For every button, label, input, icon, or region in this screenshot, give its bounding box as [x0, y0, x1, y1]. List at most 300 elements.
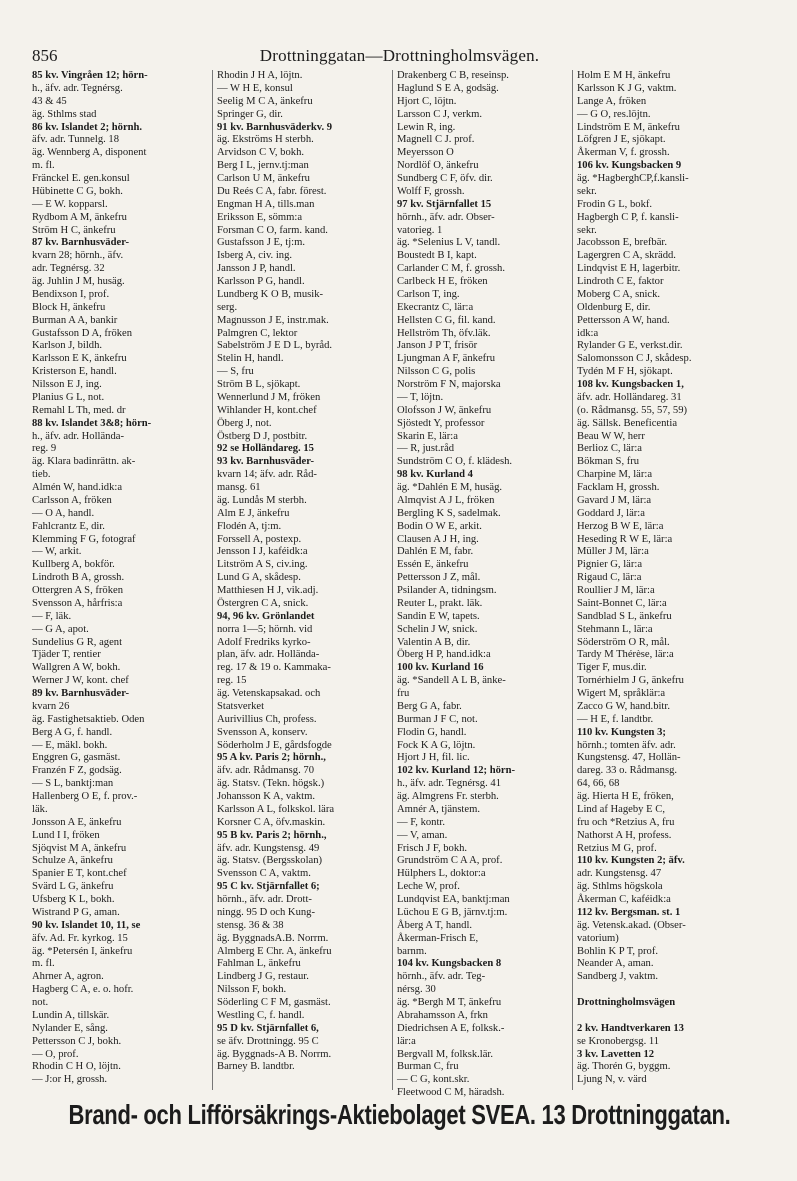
directory-entry-line: Söderström O R, mål.	[577, 636, 670, 648]
directory-entry-line: 100 kv. Kurland 16	[397, 662, 484, 674]
directory-entry-line: Lagergren C A, skrädd.	[577, 250, 676, 262]
directory-entry-line: Block H, änkefru	[32, 301, 106, 313]
directory-entry-line: äg. Lundås M sterbh.	[217, 494, 307, 506]
directory-entry-line: 3 kv. Lavetten 12	[577, 1048, 655, 1060]
directory-entry-line: adr. Tegnérsg. 32	[32, 263, 105, 275]
directory-entry-line: Rhodin C H O, löjtn.	[32, 1061, 121, 1073]
directory-entry-line: Wolff F, grossh.	[397, 185, 465, 197]
directory-entry-line: — C G, kont.skr.	[397, 1074, 470, 1086]
directory-entry-line: fru	[397, 688, 410, 699]
directory-entry-line: Fränckel E. gen.konsul	[32, 173, 130, 184]
directory-entry-line: 89 kv. Barnhusväder-	[32, 688, 130, 699]
directory-entry-line: Wennerlund J M, fröken	[217, 391, 321, 403]
directory-entry-line: Salomonsson C J, skådesp.	[577, 353, 692, 365]
directory-entry-line: Öberg J, not.	[217, 417, 272, 429]
directory-entry-line: h., äfv. adr. Tegnérsg. 41	[397, 778, 501, 790]
directory-entry-line: Moberg C A, snick.	[577, 288, 661, 300]
directory-entry-line: 88 kv. Islandet 3&8; hörn-	[32, 417, 152, 429]
directory-entry-line: äg. *Petersén I, änkefru	[32, 945, 133, 957]
directory-entry-line: Sandberg J, vaktm.	[577, 971, 659, 983]
directory-entry-line: Goddard J, lär:a	[577, 507, 645, 519]
directory-entry-line: Nilsson E J, ing.	[32, 379, 102, 390]
directory-entry-line: Almberg E Chr. A, änkefru	[217, 945, 332, 957]
directory-entry-line: — H E, f. landtbr.	[577, 713, 654, 725]
directory-entry-line: adr. Kungstensg. 47	[577, 868, 662, 880]
directory-entry-line: äg. Vetenskapsakad. och	[217, 688, 321, 699]
directory-entry-line: Åkerman V, f. grossh.	[577, 147, 670, 159]
directory-entry-line: 95 C kv. Stjärnfallet 6;	[217, 881, 320, 893]
directory-entry-line: Adolf Fredriks kyrko-	[217, 636, 311, 648]
directory-entry-line: Jansson J P, handl.	[217, 263, 296, 275]
directory-entry-line: Schelin J W, snick.	[397, 623, 478, 635]
directory-entry-line: Statsverket	[217, 700, 265, 712]
directory-entry-line: Sundelius G R, agent	[32, 636, 123, 648]
directory-entry-line: Tjäder T, rentier	[32, 649, 101, 661]
directory-entry-line: äg. Byggnads-A B. Norrm.	[217, 1048, 332, 1060]
directory-entry-line: — J:or H, grossh.	[32, 1074, 108, 1086]
directory-entry-line: Pettersson C J, bokh.	[32, 1035, 122, 1047]
directory-entry-line: Stehmann L, lär:a	[577, 623, 653, 635]
directory-entry-line: nérsg. 30	[397, 984, 436, 996]
directory-entry-line: Burman J F C, not.	[397, 713, 478, 725]
directory-entry-line: Valentin A B, dir.	[397, 636, 471, 648]
directory-entry-line: Ström B L, sjökapt.	[217, 379, 301, 390]
directory-entry-line: Sjöqvist M A, änkefru	[32, 842, 127, 854]
directory-entry-line: — G O, res.löjtn.	[577, 108, 651, 120]
directory-entry-line: Svensson C A, vaktm.	[217, 868, 311, 880]
directory-entry-line: Svensson A, konserv.	[217, 726, 308, 738]
directory-entry-line: Wistrand P G, aman.	[32, 906, 120, 918]
directory-entry-line: Ottergren A S, fröken	[32, 585, 124, 596]
directory-entry-line: m. fl.	[32, 958, 55, 970]
directory-entry-line: Carlson U M, änkefru	[217, 173, 310, 184]
directory-entry-line: — W, arkit.	[32, 546, 82, 558]
directory-entry-line: äg. *Bergh M T, änkefru	[397, 997, 502, 1008]
directory-entry-line: Lewin R, ing.	[397, 121, 456, 133]
directory-entry-line: Diedrichsen A E, folksk.-	[397, 1022, 505, 1034]
directory-entry-line: Litström A S, civ.ing.	[217, 559, 308, 571]
directory-entry-line: Grundström C A A, prof.	[397, 855, 503, 867]
directory-entry-line: hörnh.; tomten äfv. adr.	[577, 739, 676, 751]
directory-entry-line: hörnh., äfv. adr. Obser-	[397, 211, 495, 223]
directory-entry-line: Rylander G E, verkst.dir.	[577, 340, 683, 352]
directory-entry-line: Lindberg J G, restaur.	[217, 971, 309, 983]
directory-entry-line: ningg. 95 D och Kung-	[217, 906, 315, 918]
directory-entry-line: fru och *Retzius A, fru	[577, 816, 675, 828]
directory-columns	[32, 70, 767, 1099]
directory-entry-line: Psilander A, tidningsm.	[397, 585, 497, 596]
directory-entry-line: Lundberg K O B, musik-	[217, 288, 324, 300]
directory-entry-line: äg. Vetensk.akad. (Obser-	[577, 919, 686, 931]
directory-entry-line: m. fl.	[32, 160, 55, 172]
directory-entry-line: stensg. 36 & 38	[217, 919, 284, 931]
directory-entry-line: Matthiesen H J, vik.adj.	[217, 585, 319, 596]
directory-entry-line: Kullberg A, bokför.	[32, 559, 115, 571]
directory-entry-line: Carlander C M, f. grossh.	[397, 263, 505, 275]
directory-entry-line: Almén W, hand.idk:a	[32, 482, 123, 493]
directory-entry-line: reg. 9	[32, 443, 57, 455]
directory-entry-line: äg. ByggnadsA.B. Norrm.	[217, 932, 329, 944]
directory-entry-line: Karlson J, bildh.	[32, 340, 103, 352]
directory-entry-line: Seelig M C A, änkefru	[217, 95, 313, 107]
directory-entry-line: 110 kv. Kungsten 3;	[577, 726, 666, 738]
directory-entry-line: — S L, banktj:man	[32, 778, 114, 790]
directory-entry-line: 94, 96 kv. Grönlandet	[217, 610, 315, 622]
directory-entry-line: Lundin A, tillskär.	[32, 1009, 110, 1021]
directory-entry-line: Almqvist A J L, fröken	[397, 494, 495, 506]
directory-entry-line: tieb.	[32, 469, 51, 481]
directory-entry-line: Spanier E T, kont.chef	[32, 868, 127, 880]
directory-entry-line: — O A, handl.	[32, 507, 95, 519]
advertisement-footer: Brand- och Lifförsäkrings-Aktiebolaget SVEA. 13 Drottninggatan.	[68, 1099, 731, 1131]
directory-entry-line: Pettersson A W, hand.	[577, 314, 670, 326]
directory-entry-line: Westling C, f. handl.	[217, 1009, 305, 1021]
directory-entry-line: — R, just.råd	[397, 443, 455, 455]
directory-entry-line: — F, kontr.	[397, 816, 446, 828]
directory-entry-line: — S, fru	[217, 366, 254, 378]
directory-entry-line: Berg I L, jernv.tj:man	[217, 160, 309, 172]
directory-entry-line: h., äfv. adr. Hollända-	[32, 430, 124, 442]
directory-entry-line: Korsner C A, öfv.maskin.	[217, 816, 326, 828]
directory-column-4	[572, 70, 752, 1090]
directory-entry-line: äg. *HagberghCP,f.kansli-	[577, 173, 689, 184]
directory-entry-line: vatorieg. 1	[397, 224, 443, 236]
directory-entry-line: Klemming F G, fotograf	[32, 533, 136, 545]
directory-entry-line: kvarn 14; äfv. adr. Råd-	[217, 469, 317, 481]
directory-entry-line: lär:a	[397, 1035, 416, 1047]
directory-entry-line: 90 kv. Islandet 10, 11, se	[32, 919, 141, 931]
directory-entry-line: — G A, apot.	[32, 623, 89, 635]
directory-entry-line: 64, 66, 68	[577, 778, 620, 790]
directory-entry-line: h., äfv. adr. Tegnérsg.	[32, 82, 123, 94]
directory-entry-line: Sundberg C F, öfv. dir.	[397, 173, 493, 184]
directory-entry-line: Retzius M G, prof.	[577, 842, 657, 854]
directory-entry-line: Lindroth B A, grossh.	[32, 572, 125, 584]
directory-entry-line: äg. Wennberg A, disponent	[32, 147, 147, 159]
directory-entry-line: Werner J W, kont. chef	[32, 675, 129, 687]
directory-entry-line: — W H E, konsul	[217, 82, 293, 94]
directory-entry-line: Karlsson P G, handl.	[217, 276, 305, 287]
directory-entry-line: Carlson T, ing.	[397, 288, 460, 300]
directory-entry-line: Fahlcrantz E, dir.	[32, 520, 105, 532]
directory-entry-line: Barney B. landtbr.	[217, 1061, 295, 1073]
directory-entry-line: 86 kv. Islandet 2; hörnh.	[32, 121, 143, 133]
directory-entry-line: Arvidson C V, bokh.	[217, 147, 305, 159]
directory-entry-line: — T, löjtn.	[397, 391, 444, 403]
directory-entry-line: Ekecrantz C, lär:a	[397, 301, 474, 313]
directory-entry-line: Stelin H, handl.	[217, 353, 284, 365]
directory-entry-line: Essén E, änkefru	[397, 559, 469, 571]
directory-entry-line: Gustafsson D A, fröken	[32, 327, 133, 339]
directory-entry-line: Saint-Bonnet C, lär:a	[577, 597, 667, 609]
directory-entry-line: 102 kv. Kurland 12; hörn-	[397, 765, 516, 777]
directory-entry-line: Abrahamsson A, frkn	[397, 1009, 488, 1021]
directory-entry-line: Löfgren J E, sjökapt.	[577, 134, 666, 146]
directory-entry-line: Gavard J M, lär:a	[577, 494, 652, 506]
directory-entry-line: Rhodin J H A, löjtn.	[217, 70, 303, 81]
directory-entry-line: Lund G A, skådesp.	[217, 572, 301, 584]
directory-entry-line: Olofsson J W, änkefru	[397, 404, 492, 416]
directory-entry-line: Palmgren C, lektor	[217, 327, 298, 339]
directory-entry-line: 108 kv. Kungsbacken 1,	[577, 379, 684, 390]
directory-entry-line: äg. Hierta H E, fröken,	[577, 791, 674, 802]
directory-entry-line: 110 kv. Kungsten 2; äfv.	[577, 855, 685, 867]
directory-entry-line: vatorium)	[577, 932, 619, 944]
directory-entry-line: äg. Almgrens Fr. sterbh.	[397, 791, 499, 802]
directory-entry-line: Karlsson A L, folkskol. lära	[217, 803, 335, 815]
directory-entry-line: 95 B kv. Paris 2; hörnh.,	[217, 829, 327, 841]
directory-entry-line: Karlsson E K, änkefru	[32, 353, 127, 365]
directory-entry-line: Planius G L, not.	[32, 391, 105, 403]
directory-entry-line: 106 kv. Kungsbacken 9	[577, 160, 682, 172]
directory-entry-line: Müller J M, lär:a	[577, 546, 649, 558]
directory-entry-line: 97 kv. Stjärnfallet 15	[397, 198, 492, 210]
directory-entry-line: hörnh., äfv. adr. Drott-	[217, 894, 312, 905]
directory-entry-line: Svensson A, hårfris:a	[32, 597, 123, 609]
directory-entry-line: Åkerman C, kaféidk:a	[577, 894, 671, 905]
directory-entry-line: Hallenberg O E, f. prov.-	[32, 791, 138, 802]
directory-entry-line: Eriksson E, sömm:a	[217, 211, 303, 223]
directory-entry-line: 95 D kv. Stjärnfallet 6,	[217, 1022, 319, 1034]
directory-entry-line: Lundqvist EA, banktj:man	[397, 894, 510, 905]
directory-entry-line: äg. Klara badinrättn. ak-	[32, 456, 136, 468]
directory-entry-line: Nordlöf O, änkefru	[397, 160, 479, 172]
directory-entry-line: Söderling C F M, gasmäst.	[217, 997, 331, 1008]
directory-entry-line: 2 kv. Handtverkaren 13	[577, 1022, 684, 1034]
directory-entry-line: hörnh., äfv. adr. Teg-	[397, 971, 486, 983]
directory-entry-line: Heseding R W E, lär:a	[577, 533, 673, 545]
directory-entry-line: serg.	[217, 301, 238, 313]
directory-entry-line: Schulze A, änkefru	[32, 855, 113, 867]
directory-entry-line: Sjöstedt Y, professor	[397, 417, 485, 429]
directory-entry-line: Facklam H, grossh.	[577, 482, 660, 493]
directory-entry-line: äg. Thorén G, byggm.	[577, 1061, 671, 1073]
directory-entry-line: Ufsberg K L, bokh.	[32, 894, 115, 905]
directory-entry-line: äg. Sthlms högskola	[577, 881, 663, 893]
directory-entry-line: dareg. 33 o. Rådmansg.	[577, 765, 678, 777]
directory-entry-line: Söderholm J E, gårdsfogde	[217, 739, 332, 751]
directory-entry-line: Engman H A, tills.man	[217, 198, 315, 210]
directory-entry-line: 92 se Holländareg. 15	[217, 443, 314, 455]
directory-entry-line: Bendixson I, prof.	[32, 288, 110, 300]
directory-entry-line: Tiger F, mus.dir.	[577, 662, 647, 674]
directory-entry-line: — V, aman.	[397, 829, 448, 841]
directory-entry-line: Lind af Hageby E C,	[577, 803, 665, 815]
directory-entry-line: Hübinette C G, bokh.	[32, 185, 123, 197]
directory-entry-line: Magnusson J E, instr.mak.	[217, 314, 329, 326]
directory-entry-line: Enggren G, gasmäst.	[32, 752, 121, 764]
directory-entry-line: Lindqvist E H, lagerbitr.	[577, 263, 681, 275]
directory-entry-line: äfv. Ad. Fr. kyrkog. 15	[32, 932, 128, 944]
directory-entry-line: — F, läk.	[32, 610, 72, 622]
directory-entry-line: kvarn 26	[32, 700, 70, 712]
directory-entry-line: Frodin G L, bokf.	[577, 198, 653, 210]
directory-entry-line: läk.	[32, 803, 48, 815]
directory-entry-line: Ljung N, v. värd	[577, 1074, 647, 1086]
directory-entry-line: Meyersson O	[397, 147, 454, 159]
directory-entry-line: kvarn 28; hörnh., äfv.	[32, 250, 124, 262]
directory-entry-line: Fock K A G, löjtn.	[397, 739, 476, 751]
directory-entry-line: Jonsson A E, änkefru	[32, 816, 122, 828]
directory-entry-line: äg. *Sandell A L B, änke-	[397, 675, 506, 687]
directory-entry-line: Frisch J F, bokh.	[397, 842, 468, 854]
directory-entry-line: Rydbom A M, änkefru	[32, 211, 127, 223]
directory-entry-line: reg. 15	[217, 675, 247, 687]
directory-entry-line: Bergling K S, sadelmak.	[397, 507, 501, 519]
directory-entry-line: Burman C, fru	[397, 1061, 459, 1073]
directory-entry-line: Johansson K A, vaktm.	[217, 791, 315, 802]
directory-entry-line: Haglund S E A, godsäg.	[397, 82, 499, 94]
directory-entry-line: Herzog B W E, lär:a	[577, 520, 664, 532]
directory-entry-line: äg. Sällsk. Beneficentia	[577, 417, 678, 429]
directory-entry-line: Larsson C J, verkm.	[397, 108, 483, 120]
page-header	[32, 42, 767, 66]
directory-entry-line: Hjort C, löjtn.	[397, 95, 457, 107]
directory-entry-line: Tardy M Thérèse, lär:a	[577, 649, 674, 661]
directory-entry-line: idk:a	[577, 327, 599, 339]
directory-entry-line: plan, äfv. adr. Hollända-	[217, 649, 320, 661]
directory-entry-line: se Kronobergsg. 11	[577, 1035, 660, 1047]
directory-entry-line: sekr.	[577, 185, 597, 197]
directory-entry-line: Amnér A, tjänstem.	[397, 803, 480, 815]
directory-entry-line: — O, prof.	[32, 1048, 79, 1060]
directory-entry-line: Jacobsson E, brefbär.	[577, 237, 668, 249]
directory-column-2	[212, 70, 387, 1090]
directory-entry-line: Forssell A, postexp.	[217, 533, 302, 545]
directory-entry-line: Sandin E W, tapets.	[397, 610, 480, 622]
directory-entry-line: äg. *Dahlén E M, husäg.	[397, 482, 503, 493]
directory-entry-line: Zacco G W, hand.bitr.	[577, 700, 670, 712]
directory-entry-line: Hjort J H, fil. lic.	[397, 752, 470, 764]
directory-entry-line	[577, 1010, 752, 1023]
directory-entry-line: 93 kv. Barnhusväder-	[217, 456, 315, 468]
directory-entry-line: Berlioz C, lär:a	[577, 443, 643, 455]
directory-entry-line: Jensson I J, kaféidk:a	[217, 546, 308, 558]
directory-entry-line: Östergren C A, snick.	[217, 597, 309, 609]
directory-entry-line: Nilsson C G, polis	[397, 366, 476, 378]
directory-entry-line: Bodin O W E, arkit.	[397, 520, 482, 532]
directory-entry-line: Carlbeck H E, fröken	[397, 276, 488, 287]
directory-entry-line: Östberg D J, postbitr.	[217, 430, 308, 442]
directory-entry-line: Norström F N, majorska	[397, 379, 501, 390]
directory-column-1	[32, 70, 207, 1090]
directory-entry-line: Dahlén E M, fabr.	[397, 546, 474, 558]
directory-entry-line: Wigert M, språklär:a	[577, 688, 666, 699]
directory-entry-line: Bergvall M, folksk.lär.	[397, 1048, 494, 1060]
directory-entry-line: Åberg A T, handl.	[397, 919, 473, 931]
directory-entry-line: Hellström Th, öfv.läk.	[397, 327, 491, 339]
directory-entry-line: Tydén M F H, sjökapt.	[577, 366, 673, 378]
directory-entry-line: Neander A, aman.	[577, 958, 654, 970]
directory-entry-line: äfv. adr. Kungstensg. 49	[217, 842, 320, 854]
directory-entry-line: Ahrner A, agron.	[32, 971, 104, 983]
directory-entry-line: Hellsten C G, fil. kand.	[397, 314, 496, 326]
directory-entry-line: Flodén A, tj:m.	[217, 520, 282, 532]
directory-entry-line: 95 A kv. Paris 2; hörnh.,	[217, 752, 326, 764]
directory-entry-line: Nilsson F, bokh.	[217, 984, 287, 996]
directory-entry-line: 91 kv. Barnhusväderkv. 9	[217, 121, 333, 133]
directory-entry-line: 87 kv. Barnhusväder-	[32, 237, 130, 249]
directory-entry-line: Remahl L Th, med. dr	[32, 404, 126, 416]
directory-entry-line: Janson J P T, frisör	[397, 340, 478, 352]
directory-entry-line: Holm E M H, änkefru	[577, 70, 671, 81]
directory-entry-line: Clausen A J H, ing.	[397, 533, 479, 545]
directory-entry-line: Forsman C O, farm. kand.	[217, 224, 328, 236]
directory-entry-line: norra 1—5; hörnh. vid	[217, 623, 313, 635]
directory-entry-line: Leche W, prof.	[397, 881, 460, 893]
directory-entry-line: 98 kv. Kurland 4	[397, 469, 473, 481]
directory-entry-line: Drakenberg C B, reseinsp.	[397, 70, 509, 81]
directory-entry-line: — E, mäkl. bokh.	[32, 739, 108, 751]
directory-entry-line: sekr.	[577, 224, 597, 236]
directory-entry-line: Sandblad S L, änkefru	[577, 610, 672, 622]
directory-entry-line: äfv. adr. Holländareg. 31	[577, 391, 682, 403]
directory-entry-line: Aurivillius Ch, profess.	[217, 713, 317, 725]
directory-entry-line: Berg G A, fabr.	[397, 700, 462, 712]
directory-entry-line: Flodin G, handl.	[397, 726, 467, 738]
directory-entry-line: Du Reés C A, fabr. förest.	[217, 185, 327, 197]
directory-entry-line: äfv. adr. Tunnelg. 18	[32, 134, 120, 146]
directory-entry-line: Ljungman A F, änkefru	[397, 353, 496, 365]
directory-entry-line: Lund I I, fröken	[32, 829, 100, 841]
directory-entry-line: Åkerman-Frisch E,	[397, 932, 479, 944]
directory-entry-line: Sabelström J E D L, byråd.	[217, 340, 333, 352]
directory-entry-line: äfv. adr. Rådmansg. 70	[217, 765, 314, 777]
directory-entry-line: äg. Fastighetsaktieb. Oden	[32, 713, 145, 725]
directory-entry-line: Hülphers L, doktor:a	[397, 868, 486, 880]
directory-entry-line: Franzén F Z, godsäg.	[32, 765, 122, 777]
directory-entry-line: Hagberg C A, e. o. hofr.	[32, 984, 134, 996]
directory-entry-line: Carlsson A, fröken	[32, 494, 112, 506]
directory-entry-line: äg. Juhlin J M, husäg.	[32, 276, 125, 287]
directory-entry-line: Burman A A, bankir	[32, 314, 118, 326]
directory-entry-line	[577, 984, 752, 997]
directory-entry-line: 104 kv. Kungsbacken 8	[397, 958, 502, 970]
directory-entry-line: Nylander E, sång.	[32, 1022, 108, 1034]
directory-entry-line: Lindström E M, änkefru	[577, 121, 680, 133]
directory-entry-line: 85 kv. Vingråen 12; hörn-	[32, 70, 148, 81]
directory-entry-line: Springer G, dir.	[217, 108, 283, 120]
directory-entry-line: — E W. kopparsl.	[32, 198, 108, 210]
directory-entry-line: Berg A G, f. handl.	[32, 726, 113, 738]
directory-entry-line: Kungstensg. 47, Hollän-	[577, 752, 681, 764]
directory-entry-line: Skarin E, lär:a	[397, 430, 458, 442]
directory-entry-line: Lindroth C E, faktor	[577, 276, 664, 287]
directory-entry-line: (o. Rådmansg. 55, 57, 59)	[577, 404, 688, 416]
directory-entry-line: Roullier J M, lär:a	[577, 585, 655, 596]
directory-entry-line: Reuter L, prakt. läk.	[397, 597, 483, 609]
directory-entry-line: Ström H C, änkefru	[32, 224, 116, 236]
directory-entry-line: Wihlander H, kont.chef	[217, 404, 317, 416]
directory-entry-line: Isberg A, civ. ing.	[217, 250, 293, 262]
directory-entry-line: Gustafsson J E, tj:m.	[217, 237, 305, 249]
directory-entry-line: äg. Statsv. (Bergsskolan)	[217, 855, 323, 867]
directory-entry-line: äg. *Selenius L V, tandl.	[397, 237, 501, 249]
directory-entry-line: Wallgren A W, bokh.	[32, 662, 121, 674]
directory-entry-line: barnm.	[397, 945, 427, 957]
directory-entry-line: Tornérhielm J G, änkefru	[577, 675, 684, 687]
directory-entry-line: not.	[32, 997, 49, 1008]
directory-entry-line: Rigaud C, lär:a	[577, 572, 642, 584]
page-number: 856	[32, 46, 58, 65]
directory-entry-line: Oldenburg E, dir.	[577, 301, 651, 313]
directory-entry-line: Charpine M, lär:a	[577, 469, 653, 481]
directory-entry-line: Kristerson E, handl.	[32, 366, 117, 378]
directory-entry-line: Fahlman L, änkefru	[217, 958, 301, 970]
directory-column-3	[392, 70, 567, 1099]
directory-entry-line: Karlsson K J G, vaktm.	[577, 82, 677, 94]
directory-entry-line: Hagbergh C P, f. kansli-	[577, 211, 679, 223]
